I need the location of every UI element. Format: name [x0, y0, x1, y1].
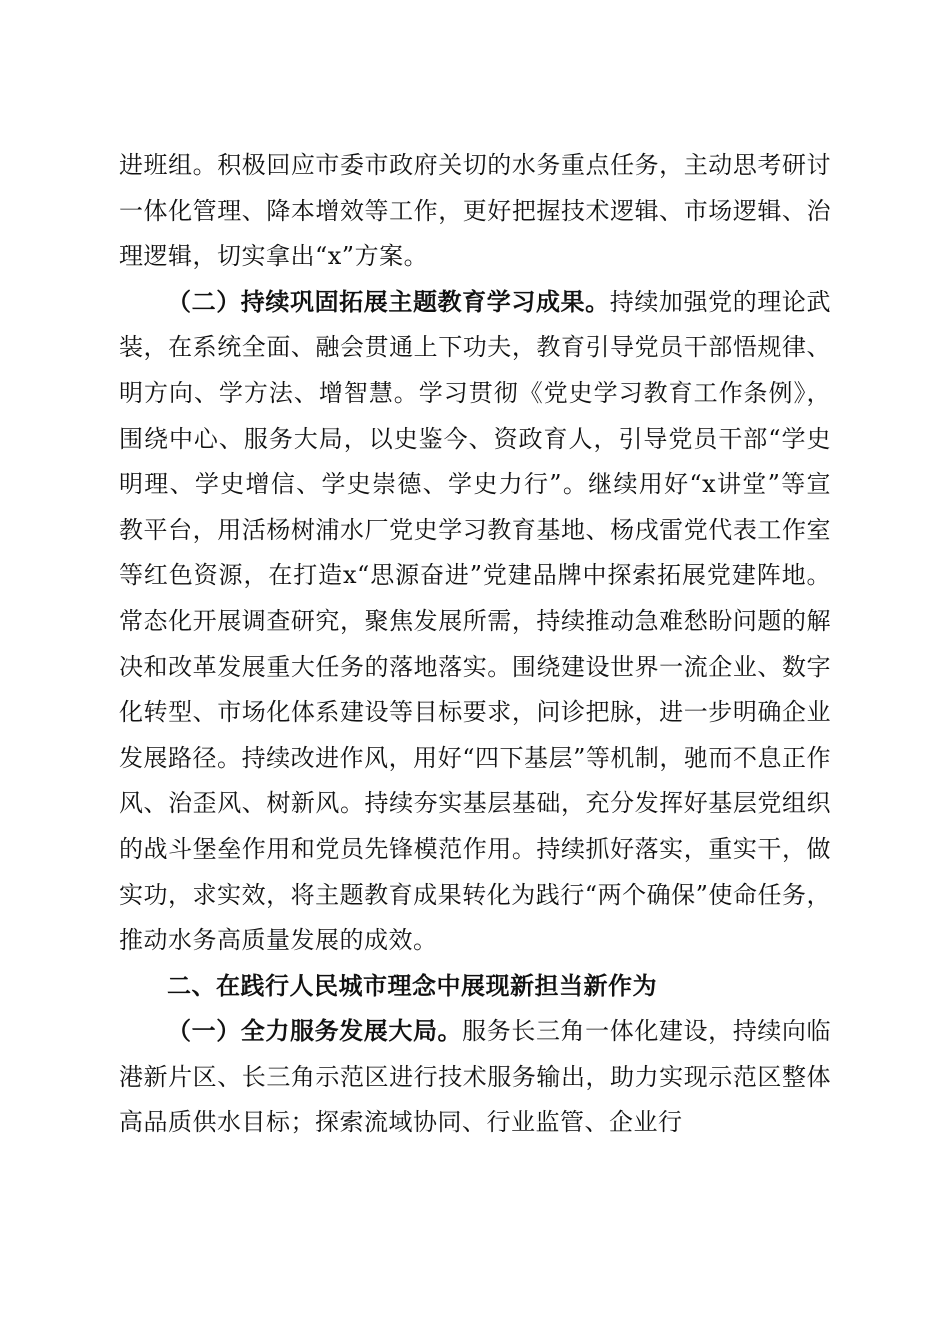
paragraph-section-3 [119, 1009, 831, 1146]
paragraph-continuation: 进班组。积极回应市委市政府关切的水务重点任务，主动思考研讨一体化管理、降本增效等工作，更好把握技术逻辑、市场逻辑、治理逻辑，切实拿出“x”方案。 [119, 151, 831, 271]
paragraph-section-2 [119, 280, 831, 964]
document-body [119, 143, 831, 1146]
section-2-lead: （二）持续巩固拓展主题教育学习成果。 [167, 287, 610, 316]
section-3-body: 服务长三角一体化建设，持续向临港新片区、长三角示范区进行技术服务输出，助力实现示范区整体高品质供水目标；探索流域协同、行业监管、企业行 [119, 1017, 832, 1137]
section-2-body: 持续加强党的理论武装，在系统全面、融会贯通上下功夫，教育引导党员干部悟规律、明方向、学方法、增智慧。学习贯彻《党史学习教育工作条例》，围绕中心、服务大局，以史鉴今、资政育人，引导党员干部“学史明理、学史增信、学史崇德、学史力行”。继续用好“x讲堂”等宣教平台，用活杨树浦水厂党史学习教育基地、杨戌雷党代表工作室等红色资源，在打造x“思源奋进”党建品牌中探索拓展党建阵地。常态化开展调查研究，聚焦发展所需，持续推动急难愁盼问题的解决和改革发展重大任务的落地落实。围绕建设世界一流企业、数字化转型、市场化体系建设等目标要求，问诊把脉，进一步明确企业发展路径。持续改进作风，用好“四下基层”等机制，驰而不息正作风、治歪风、树新风。持续夯实基层基础，充分发挥好基层党组织的战斗堡垒作用和党员先锋模范作用。持续抓好落实，重实干，做实功，求实效，将主题教育成果转化为践行“两个确保”使命任务，推动水务高质量发展的成效。 [119, 287, 832, 955]
section-3-lead: （一）全力服务发展大局。 [167, 1017, 463, 1046]
chapter-heading-2: 二、在践行人民城市理念中展现新担当新作为 [167, 971, 657, 1000]
